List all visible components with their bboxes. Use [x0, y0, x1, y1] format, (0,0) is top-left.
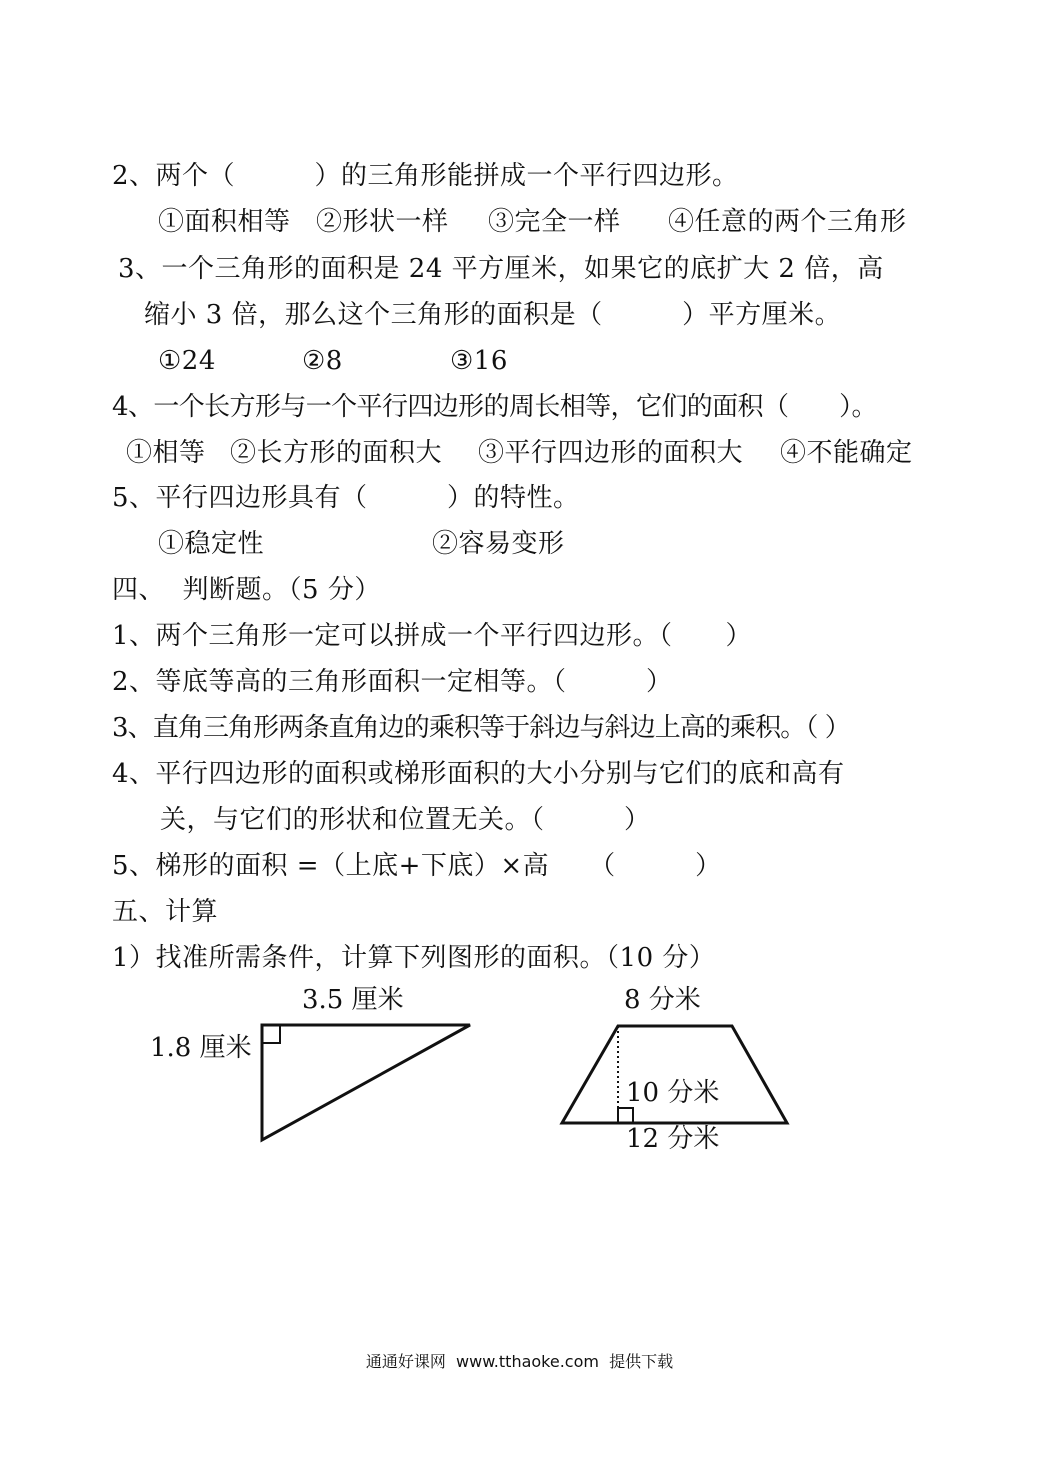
question-4-option: ④不能确定 [780, 438, 913, 468]
triangle-base-label: 3.5 厘米 [302, 985, 404, 1015]
judgment-item: 2、等底等高的三角形面积一定相等。（ ） [112, 667, 673, 697]
triangle-height-label: 1.8 厘米 [150, 1033, 252, 1063]
trapezoid-height-label: 10 分米 [626, 1078, 720, 1108]
question-3-stem-line1: 3、一个三角形的面积是 24 平方厘米，如果它的底扩大 2 倍，高 [118, 254, 884, 284]
question-2-option: ②形状一样 [316, 207, 449, 237]
question-2-stem: 2、两个（ ）的三角形能拼成一个平行四边形。 [112, 161, 739, 191]
question-4-option: ①相等 [126, 438, 206, 468]
question-3-option: ②8 [302, 346, 343, 376]
judgment-item: 4、平行四边形的面积或梯形面积的大小分别与它们的底和高有 [112, 759, 845, 789]
section-5-title: 五、计算 [112, 897, 219, 927]
right-angle-marker [618, 1108, 633, 1123]
question-3-stem-line2: 缩小 3 倍，那么这个三角形的面积是（ ）平方厘米。 [144, 300, 842, 330]
trapezoid-top-label: 8 分米 [624, 985, 701, 1015]
judgment-item-continuation: 关，与它们的形状和位置无关。（ ） [160, 805, 651, 835]
question-3-option: ①24 [158, 346, 216, 376]
question-3-option: ③16 [450, 346, 508, 376]
right-triangle [262, 1025, 470, 1140]
question-5-option: ②容易变形 [432, 529, 565, 559]
right-angle-marker [262, 1025, 280, 1043]
judgment-item: 3、直角三角形两条直角边的乘积等于斜边与斜边上高的乘积。（ ） [112, 713, 850, 743]
question-2-option: ①面积相等 [158, 207, 291, 237]
footer-source-text: 通通好课网 www.tthaoke.com 提供下载 [365, 1352, 674, 1371]
trapezoid-bottom-label: 12 分米 [626, 1124, 720, 1154]
trapezoid [562, 1026, 787, 1123]
question-5-stem: 5、平行四边形具有（ ）的特性。 [112, 483, 580, 513]
question-4-option: ③平行四边形的面积大 [478, 438, 744, 468]
question-2-option: ④任意的两个三角形 [668, 207, 907, 237]
question-4-stem: 4、一个长方形与一个平行四边形的周长相等，它们的面积（ ）。 [112, 392, 877, 422]
question-2-option: ③完全一样 [488, 207, 621, 237]
judgment-item: 1、两个三角形一定可以拼成一个平行四边形。（ ） [112, 621, 753, 651]
judgment-item: 5、梯形的面积 =（上底+下底）×高 （ ） [112, 851, 722, 881]
section-5-subtitle: 1）找准所需条件，计算下列图形的面积。（10 分） [112, 943, 716, 973]
question-5-option: ①稳定性 [158, 529, 265, 559]
section-4-title: 四、 判断题。（5 分） [112, 575, 381, 605]
question-4-option: ②长方形的面积大 [230, 438, 443, 468]
